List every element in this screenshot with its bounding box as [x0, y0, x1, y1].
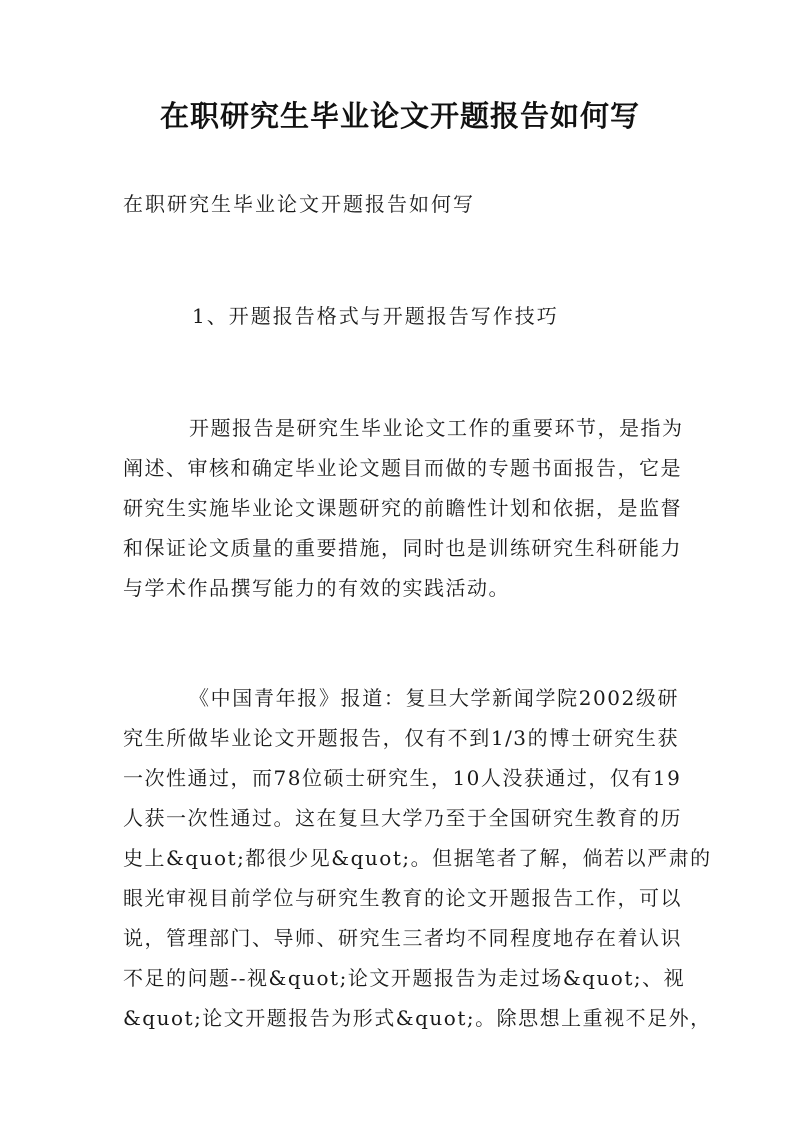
paragraph-line: 和保证论文质量的重要措施，同时也是训练研究生科研能力: [123, 536, 682, 560]
paragraph-line: 史上&quot;都很少见&quot;。但据笔者了解，倘若以严肃的: [123, 846, 712, 870]
paragraph-line: 《中国青年报》报道：复旦大学新闻学院2002级研: [189, 686, 679, 710]
paragraph-line: 不足的问题--视&quot;论文开题报告为走过场&quot;、视: [123, 966, 686, 990]
document-subtitle: 在职研究生毕业论文开题报告如何写: [123, 192, 475, 216]
paragraph-line: 开题报告是研究生毕业论文工作的重要环节，是指为: [189, 416, 684, 440]
paragraph-line: 说，管理部门、导师、研究生三者均不同程度地存在着认识: [123, 926, 682, 950]
paragraph-2: [123, 678, 712, 1038]
paragraph-line: 研究生实施毕业论文课题研究的前瞻性计划和依据，是监督: [123, 496, 682, 520]
paragraph-line: 与学术作品撰写能力的有效的实践活动。: [123, 576, 510, 600]
paragraph-line: &quot;论文开题报告为形式&quot;。除思想上重视不足外，: [123, 1006, 712, 1030]
paragraph-line: 人获一次性通过。这在复旦大学乃至于全国研究生教育的历: [123, 806, 682, 830]
paragraph-line: 究生所做毕业论文开题报告，仅有不到1/3的博士研究生获: [123, 726, 679, 750]
section-heading: 1、开题报告格式与开题报告写作技巧: [192, 304, 559, 328]
paragraph-line: 阐述、审核和确定毕业论文题目而做的专题书面报告，它是: [123, 456, 682, 480]
document-title: 在职研究生毕业论文开题报告如何写: [159, 99, 640, 133]
paragraph-line: 眼光审视目前学位与研究生教育的论文开题报告工作，可以: [123, 886, 682, 910]
paragraph-line: 一次性通过，而78位硕士研究生，10人没获通过，仅有19: [123, 766, 682, 790]
paragraph-1: [123, 408, 684, 608]
